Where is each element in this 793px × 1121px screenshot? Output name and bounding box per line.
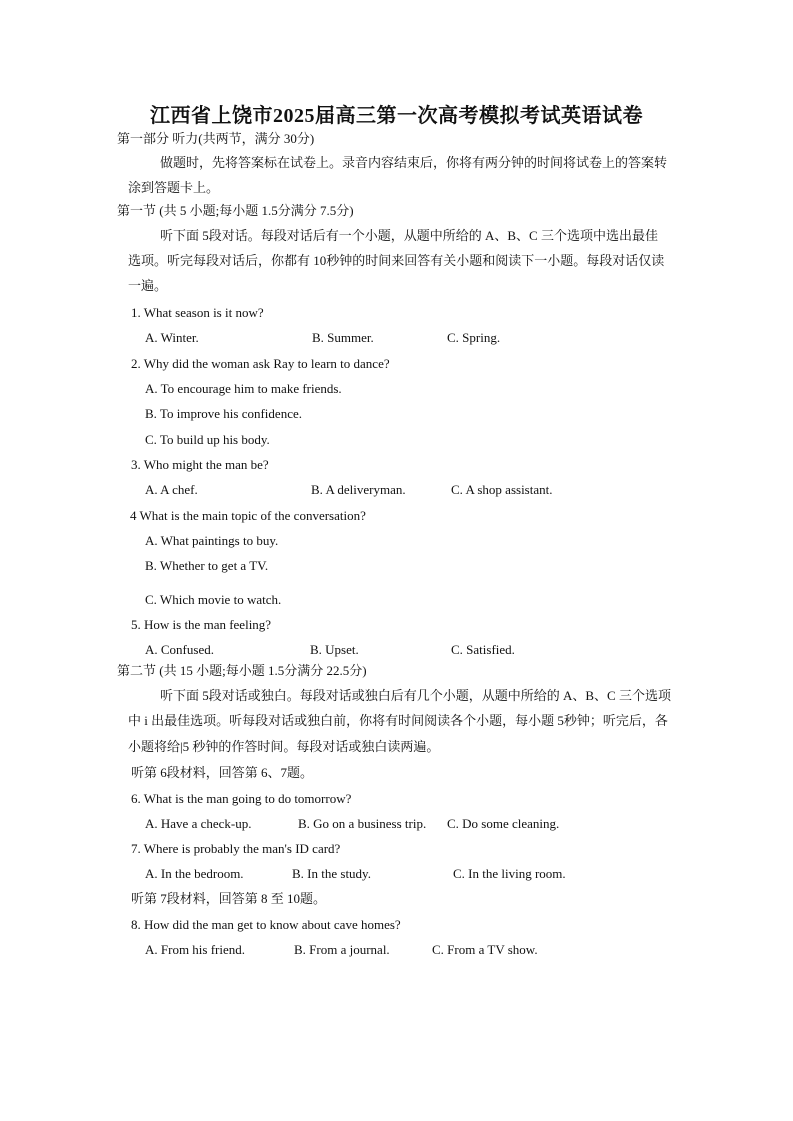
question-1-option-c: C. Spring. bbox=[447, 330, 501, 345]
question-3-option-c: C. A shop assistant. bbox=[451, 482, 553, 497]
question-8: 8. How did the man get to know about cave homes? bbox=[131, 917, 401, 932]
section2-directions-line-1: 听下面 5段对话或独白。每段对话或独白后有几个小题，从题中所给的 A、B、C 三个选项 bbox=[160, 688, 671, 703]
question-4-option-b: B. Whether to get a TV. bbox=[145, 558, 269, 573]
question-6-option-b: B. Go on a business trip. bbox=[298, 816, 427, 831]
section2-directions-line-3: 小题将给|5 秒钟的作答时间。每段对话或独白读两遍。 bbox=[128, 739, 440, 754]
question-5-option-b: B. Upset. bbox=[310, 642, 359, 657]
question-8-option-c: C. From a TV show. bbox=[432, 942, 538, 957]
exam-title: 江西省上饶市2025届高三第一次高考模拟考试英语试卷 bbox=[150, 105, 643, 127]
question-5-option-a: A. Confused. bbox=[145, 642, 214, 657]
question-6-option-a: A. Have a check-up. bbox=[145, 816, 252, 831]
question-2-option-b: B. To improve his confidence. bbox=[145, 406, 302, 421]
question-3-option-a: A. A chef. bbox=[145, 482, 198, 497]
question-5-option-c: C. Satisfied. bbox=[451, 642, 515, 657]
instructions-line-1: 做题时，先将答案标在试卷上。录音内容结束后，你将有两分钟的时间将试卷上的答案转 bbox=[160, 155, 668, 170]
question-2-option-a: A. To encourage him to make friends. bbox=[145, 381, 342, 396]
question-1-option-a: A. Winter. bbox=[145, 330, 199, 345]
section1-directions-line-1: 听下面 5段对话。每段对话后有一个小题，从题中所给的 A、B、C 三个选项中选出最佳 bbox=[160, 228, 658, 243]
material-7-note: 听第 7段材料，回答第 8 至 10题。 bbox=[131, 891, 327, 906]
question-8-option-b: B. From a journal. bbox=[294, 942, 390, 957]
question-1: 1. What season is it now? bbox=[131, 305, 264, 320]
part1-heading: 第一部分 听力(共两节，满分 30分) bbox=[117, 131, 315, 146]
section2-heading: 第二节 (共 15 小题;每小题 1.5分满分 22.5分) bbox=[117, 663, 367, 678]
question-7-option-a: A. In the bedroom. bbox=[145, 866, 244, 881]
section2-directions-line-2: 中 i 出最佳选项。听每段对话或独白前，你将有时间阅读各个小题，每小题 5秒钟；听完后，各 bbox=[128, 713, 668, 728]
question-8-option-a: A. From his friend. bbox=[145, 942, 246, 957]
section1-heading: 第一节 (共 5 小题;每小题 1.5分满分 7.5分) bbox=[117, 203, 354, 218]
question-2-option-c: C. To build up his body. bbox=[145, 432, 270, 447]
question-6: 6. What is the man going to do tomorrow? bbox=[131, 791, 352, 806]
question-4-option-a: A. What paintings to buy. bbox=[145, 533, 279, 548]
question-7-option-c: C. In the living room. bbox=[453, 866, 566, 881]
section1-directions-line-2: 选项。听完每段对话后，你都有 10秒钟的时间来回答有关小题和阅读下一小题。每段对话仅读 bbox=[128, 253, 665, 268]
instructions-line-2: 涂到答题卡上。 bbox=[128, 180, 220, 195]
question-3-option-b: B. A deliveryman. bbox=[311, 482, 406, 497]
question-3: 3. Who might the man be? bbox=[131, 457, 269, 472]
question-1-option-b: B. Summer. bbox=[312, 330, 374, 345]
question-6-option-c: C. Do some cleaning. bbox=[447, 816, 560, 831]
question-4: 4 What is the main topic of the conversation? bbox=[130, 508, 366, 523]
question-2: 2. Why did the woman ask Ray to learn to dance? bbox=[131, 356, 390, 371]
section1-directions-line-3: 一遍。 bbox=[128, 278, 168, 293]
material-6-note: 听第 6段材料，回答第 6、7题。 bbox=[131, 765, 314, 780]
question-7-option-b: B. In the study. bbox=[292, 866, 371, 881]
question-7: 7. Where is probably the man's ID card? bbox=[131, 841, 341, 856]
question-5: 5. How is the man feeling? bbox=[131, 617, 272, 632]
question-4-option-c: C. Which movie to watch. bbox=[145, 592, 282, 607]
